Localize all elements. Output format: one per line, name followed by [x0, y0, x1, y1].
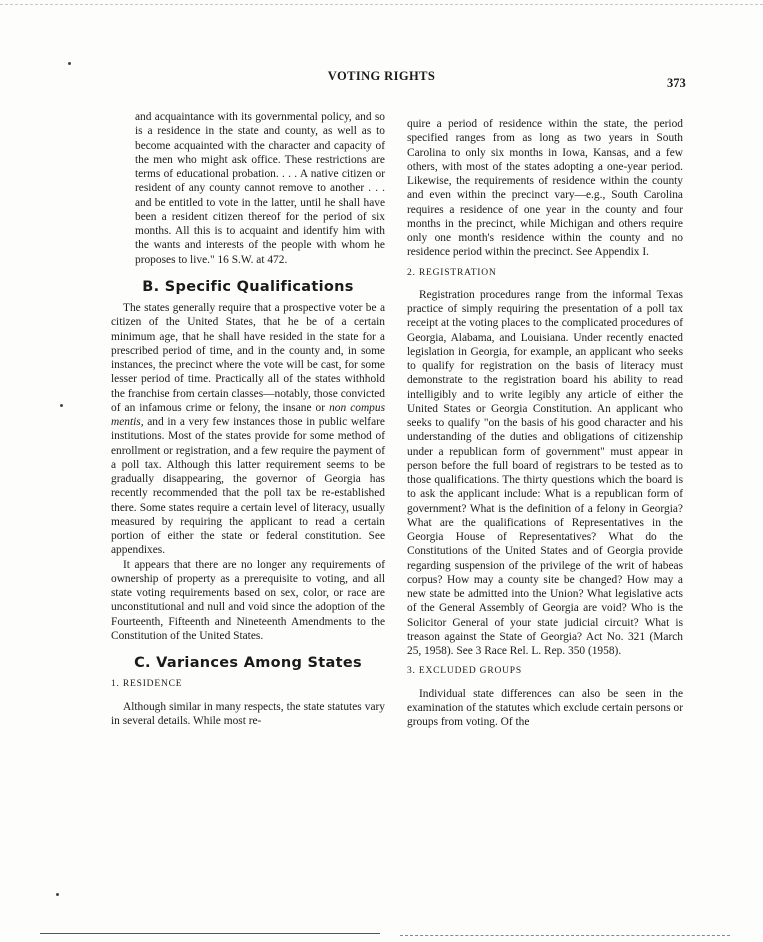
- body-paragraph: It appears that there are no longer any requirements of ownership of property as a prerequisite to voting, and all state voting requirements based on sex, color, or race are unconstitutional and null and void since the adoption of the Fourteenth, Fifteenth and Nineteenth Amendments to the Constitution of the United States.: [111, 558, 385, 642]
- bottom-scan-border: [400, 935, 730, 936]
- body-paragraph: Individual state differences can also be seen in the examination of the statutes which exclude certain persons or groups from voting. Of the: [407, 687, 683, 728]
- scan-speck: [56, 893, 59, 896]
- paragraph-text: The states generally require that a prospective voter be a citizen of the United States, that he be of a certain minimum age, that he shall have resided in the state for a prescribed period of time, and in the county and, in some instances, the precinct where the vote will be cast, for some lesser period of time. Practically all of the states withhold the franchise from certain classes—notably, those convicted of an infamous crime or felony, the insane or: [111, 302, 385, 414]
- section-heading-specific-qualifications: B. Specific Qualifications: [142, 278, 354, 295]
- subsection-heading-residence: 1. RESIDENCE: [111, 679, 183, 690]
- subsection-heading-excluded-groups: 3. EXCLUDED GROUPS: [407, 666, 522, 677]
- body-paragraph: Registration procedures range from the informal Texas practice of simply requiring the presentation of a poll tax receipt at the voting places to the complicated procedures of Georgia, Alabama, and Louisiana. Under recently enacted legislation in Georgia, for example, an applicant who seeks to qualify for registration on the basis of literacy must demonstrate to the registration board his ability to read intelligibly and to write legibly any article of either the United States or Georgia Constitution. An applicant who seeks to qualify "on the basis of his good character and his understanding of the duties and obligations of citizenship under a republican form of government" must appear in person before the full board of registrars to be tested as to those qualifications. The thirty questions which the board is to ask the applicant include: What is a republican form of government? What is the definition of a felony in Georgia? What are the qualifications of Representatives in the Georgia House of Representatives? What do the Constitutions of the United States and of Georgia provide regarding suspension of the privilege of the writ of habeas corpus? How may a county site be changed? How may a new state be admitted into the Union? What legislative acts of the General Assembly of Georgia are void? Who is the Solicitor General of your state judicial circuit? What is treason against the State of Georgia? Act No. 321 (March 25, 1958). See 3 Race Rel. L. Rep. 350 (1958).: [407, 288, 683, 657]
- paragraph-text: and in a very few instances those in public welfare institutions. Most of the states provide for some method of enrollment or registration, and a few require the payment of a poll tax. Although this latter requirement seems to be gradually disappearing, the governor of Georgia has recently recommended that the poll tax be re-established there. Some states require a certain level of literacy, usually measured by requiring the applicant to read a certain portion of either the state or federal constitution. See appendixes.: [111, 416, 385, 557]
- page-number: 373: [667, 76, 686, 90]
- body-paragraph-continued: quire a period of residence within the state, the period specified ranges from as long as two years in South Carolina to only six months in Iowa, Kansas, and a few others, with most of the states adopting a one-year period. Likewise, the requirements of residence within the county and even within the precinct vary—e.g., South Carolina requires a residence of one year in the county and four months in the precinct, while Michigan and others require only one month's residence within the county and no residence period within the precinct. See Appendix I.: [407, 118, 683, 259]
- scan-speck: [68, 62, 71, 65]
- scan-speck: [60, 404, 63, 407]
- running-head: VOTING RIGHTS: [327, 69, 436, 83]
- subsection-heading-registration: 2. REGISTRATION: [407, 267, 497, 278]
- italic-term: non compus mentis,: [111, 401, 385, 428]
- top-scan-border: [0, 4, 763, 5]
- section-heading-variances: C. Variances Among States: [134, 655, 362, 671]
- body-paragraph: Although similar in many respects, the state statutes vary in several details. While most re-: [111, 700, 385, 727]
- bottom-rule: [40, 933, 380, 934]
- left-column: [111, 110, 385, 728]
- right-column: [407, 117, 683, 729]
- block-quote: and acquaintance with its governmental policy, and so is a residence in the state and county, as well as to become acquainted with the character and capacity of the men who might ask office. These restrictions are terms of educational probation. . . . A native citizen or resident of any county cannot remove to another . . . and be entitled to vote in the latter, until he shall have been a resident citizen thereof for the period of six months. All this is to acquaint and identify him with the wants and interests of the people with whom he proposes to live." 16 S.W. at 472.: [135, 111, 385, 266]
- body-paragraph: [111, 301, 385, 558]
